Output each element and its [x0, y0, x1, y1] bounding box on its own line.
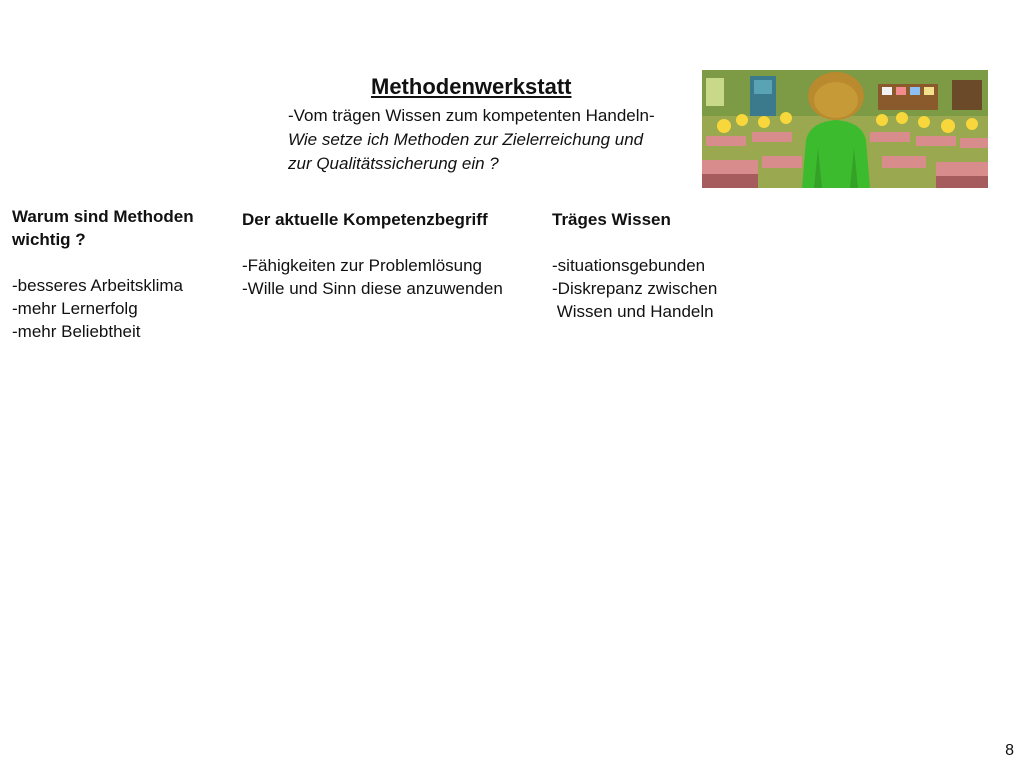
column-inert-knowledge	[552, 208, 717, 323]
column-competence-concept	[242, 208, 503, 300]
subtitle-line: -Vom trägen Wissen zum kompetenten Handeln-	[288, 106, 655, 125]
list-item: -Wille und Sinn diese anzuwenden	[242, 279, 503, 298]
column-heading: Warum sind Methoden	[12, 207, 194, 226]
column-heading: Träges Wissen	[552, 210, 671, 229]
page-number: 8	[1005, 742, 1014, 759]
subtitle-question-line-2: zur Qualitätssicherung ein ?	[288, 154, 499, 173]
column-heading: Der aktuelle Kompetenzbegriff	[242, 210, 488, 229]
list-item: -besseres Arbeitsklima	[12, 276, 184, 295]
column-heading: wichtig ?	[12, 230, 86, 249]
list-item: -Diskrepanz zwischen	[552, 279, 718, 298]
classroom-illustration	[702, 70, 988, 188]
column-why-methods	[12, 205, 194, 343]
subtitle-question-line-1: Wie setze ich Methoden zur Zielerreichung und	[288, 130, 644, 149]
list-item: -situationsgebunden	[552, 256, 706, 275]
slide-subtitle	[288, 104, 655, 176]
list-item: Wissen und Handeln	[552, 302, 714, 321]
slide-title: Methodenwerkstatt	[371, 74, 572, 99]
list-item: -Fähigkeiten zur Problemlösung	[242, 256, 483, 275]
list-item: -mehr Beliebtheit	[12, 322, 141, 341]
list-item: -mehr Lernerfolg	[12, 299, 138, 318]
